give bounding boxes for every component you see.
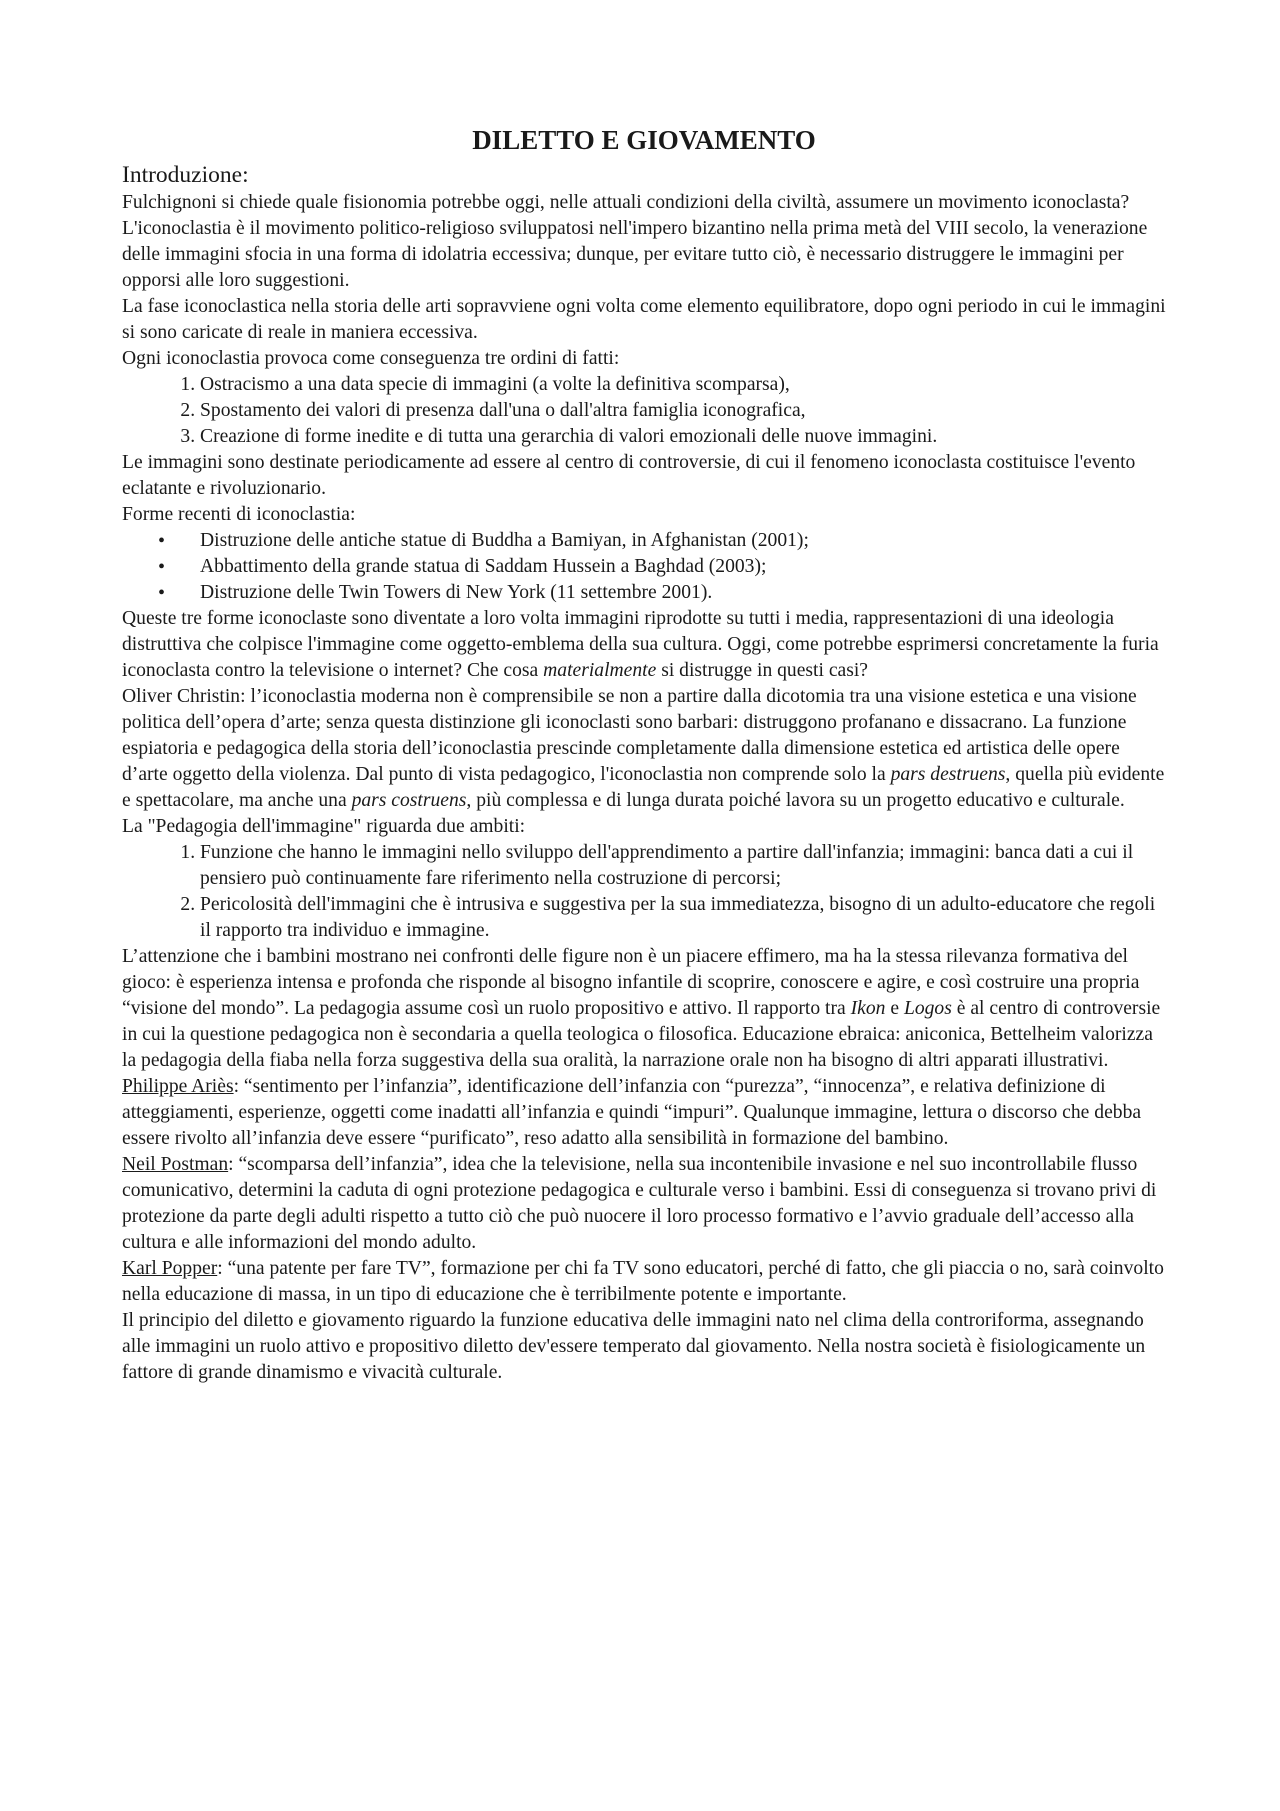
list-item: 1. Funzione che hanno le immagini nello sviluppo dell'apprendimento a partire dall'infanzia; immagini: banca dati a cui il pensiero può continuamente fare riferimento nella costruzione di percorsi;: [200, 840, 1166, 892]
italic-text: Logos: [903, 998, 952, 1019]
paragraph-conclusion: Il principio del diletto e giovamento riguardo la funzione educativa delle immagini nato nel clima della controriforma, assegnando alle immagini un ruolo attivo e propositivo diletto dev'essere temperato dal giovamento. Nella nostra società è fisiologicamente un fattore di grande dinamismo e vivacità culturale.: [122, 1310, 1146, 1383]
paragraph-aries: [122, 1074, 1166, 1152]
paragraph-4: Ogni iconoclastia provoca come conseguenza tre ordini di fatti:: [122, 348, 620, 369]
paragraph-10: [122, 944, 1166, 1074]
text-run: si distrugge in questi casi?: [656, 660, 868, 681]
text-run: e: [885, 998, 904, 1019]
numbered-list-pedagogy: [122, 840, 1166, 944]
text-run: : “una patente per fare TV”, formazione per chi fa TV sono educatori, perché di fatto, che gli piaccia o no, sarà coinvolto nella educazione di massa, in un tipo di educazione che è terribilmente potente e importante.: [122, 1258, 1164, 1305]
italic-text: materialmente: [543, 660, 657, 681]
numbered-list-consequences: [122, 372, 1166, 450]
list-item: • Distruzione delle Twin Towers di New York (11 settembre 2001).: [200, 580, 1166, 606]
text-run: : “sentimento per l’infanzia”, identificazione dell’infanzia con “purezza”, “innocenza”, e relativa definizione di atteggiamenti, esperienze, oggetti come inadatti all’infanzia e quindi “impuri”. Qualunque immagine, lettura o discorso che debba essere rivolto all’infanzia deve essere “purificato”, reso adatto alla sensibilità in formazione del bambino.: [122, 1076, 1142, 1149]
text-run: Oliver Christin: l’iconoclastia moderna non è comprensibile se non a partire dalla dicotomia tra una visione estetica e una visione politica dell’opera d’arte; senza questa distinzione gli iconoclasti sono barbari: distruggono profanano e dissacrano. La funzione espiatoria e pedagogica della storia dell’iconoclastia prescinde completamente dalla dimensione estetica ed artistica delle opere d’arte oggetto della violenza. Dal punto di vista pedagogico, l'iconoclastia non comprende solo la: [122, 686, 1137, 785]
italic-text: pars costruens: [351, 790, 467, 811]
paragraph-2: L'iconoclastia è il movimento politico-religioso sviluppatosi nell'impero bizantino nella prima metà del VIII secolo, la venerazione delle immagini sfocia in una forma di idolatria eccessiva; dunque, per evitare tutto ciò, è necessario distruggere le immagini per opporsi alle loro suggestioni.: [122, 218, 1148, 291]
text-run: è al centro di controversie in cui la questione pedagogica non è secondaria a quella teologica o filosofica. Educazione ebraica: aniconica, Bettelheim valorizza la pedagogia della fiaba nella forza suggestiva della sua oralità, la narrazione orale non ha bisogno di altri apparati illustrativi.: [122, 998, 1161, 1071]
paragraph-7: [122, 606, 1166, 684]
paragraph-postman: [122, 1152, 1166, 1256]
underlined-name: Neil Postman: [122, 1154, 229, 1175]
paragraph-8: [122, 684, 1166, 814]
italic-text: Ikon: [850, 998, 886, 1019]
paragraph-5: Le immagini sono destinate periodicamente ad essere al centro di controversie, di cui il fenomeno iconoclasta costituisce l'evento eclatante e rivoluzionario.: [122, 452, 1136, 499]
list-item: 1. Ostracismo a una data specie di immagini (a volte la definitiva scomparsa),: [200, 372, 1166, 398]
paragraph-3: La fase iconoclastica nella storia delle arti sopravviene ogni volta come elemento equilibratore, dopo ogni periodo in cui le immagini si sono caricate di reale in maniera eccessiva.: [122, 296, 1166, 343]
underlined-name: Philippe Ariès: [122, 1076, 234, 1097]
text-run: , quella più evidente e spettacolare, ma anche una: [122, 764, 1165, 811]
list-item: • Abbattimento della grande statua di Saddam Hussein a Baghdad (2003);: [200, 554, 1166, 580]
intro-heading: Introduzione:: [122, 162, 249, 188]
text-run: , più complessa e di lunga durata poiché lavora su un progetto educativo e culturale.: [466, 790, 1125, 811]
list-item: 3. Creazione di forme inedite e di tutta una gerarchia di valori emozionali delle nuove immagini.: [200, 424, 1166, 450]
italic-text: pars destruens: [890, 764, 1006, 785]
text-run: L’attenzione che i bambini mostrano nei confronti delle figure non è un piacere effimero, ma ha la stessa rilevanza formativa del gioco: è esperienza intensa e profonda che risponde al bisogno infantile di scoprire, conoscere e agire, e così costruire una propria “visione del mondo”. La pedagogia assume così un ruolo propositivo e attivo. Il rapporto tra: [122, 946, 1140, 1019]
paragraph-popper: [122, 1256, 1166, 1308]
paragraph-6: Forme recenti di iconoclastia:: [122, 504, 356, 525]
list-item: 2. Pericolosità dell'immagini che è intrusiva e suggestiva per la sua immediatezza, bisogno di un adulto-educatore che regoli il rapporto tra individuo e immagine.: [200, 892, 1166, 944]
text-run: Queste tre forme iconoclaste sono diventate a loro volta immagini riprodotte su tutti i media, rappresentazioni di una ideologia distruttiva che colpisce l'immagine come oggetto-emblema della sua cultura. Oggi, come potrebbe esprimersi concretamente la furia iconoclasta contro la televisione o internet? Che cosa: [122, 608, 1159, 681]
list-item: • Distruzione delle antiche statue di Buddha a Bamiyan, in Afghanistan (2001);: [200, 528, 1166, 554]
bullet-list-recent-forms: [122, 528, 1166, 606]
list-item: 2. Spostamento dei valori di presenza dall'una o dall'altra famiglia iconografica,: [200, 398, 1166, 424]
document-title: DILETTO E GIOVAMENTO: [472, 125, 816, 155]
text-run: : “scomparsa dell’infanzia”, idea che la televisione, nella sua incontenibile invasione e nel suo incontrollabile flusso comunicativo, determini la caduta di ogni protezione pedagogica e culturale verso i bambini. Essi di conseguenza si trovano privi di protezione da parte degli adulti rispetto a tutto ciò che può nuocere il loro processo formativo e l’avvio graduale dell’accesso alla cultura e alle informazioni del mondo adulto.: [122, 1154, 1157, 1253]
underlined-name: Karl Popper: [122, 1258, 218, 1279]
paragraph-9: La "Pedagogia dell'immagine" riguarda due ambiti:: [122, 816, 526, 837]
paragraph-1: Fulchignoni si chiede quale fisionomia potrebbe oggi, nelle attuali condizioni della civiltà, assumere un movimento iconoclasta?: [122, 192, 1130, 213]
